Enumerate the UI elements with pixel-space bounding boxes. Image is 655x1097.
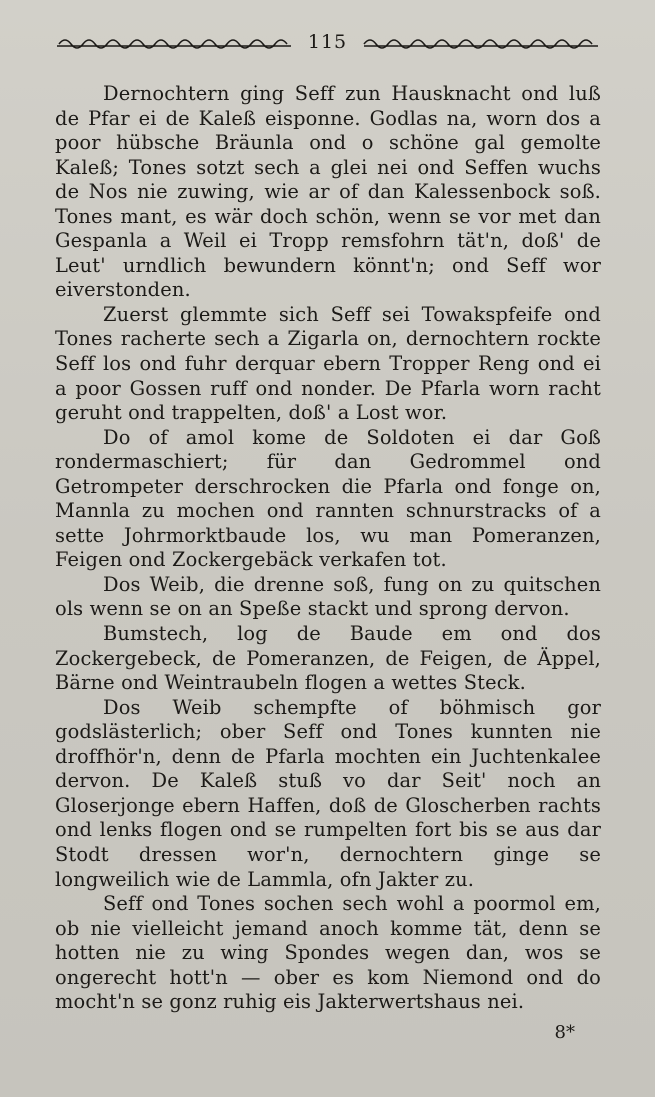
paragraph: Dernochtern ging Seff zun Hausknacht ond luß de Pfar ei de Kaleß eisponne. Godlas na, worn dos a poor hübsche Bräunla ond o schöne gal gemolte Kaleß; Tones sotzt sech a glei nei ond Seffen wuchs de Nos nie zuwing, wie ar of dan Kalessenbock soß. Tones mant, es wär doch schön, wenn se vor met dan Gespanla a Weil ei Tropp remsfohrn tät'n, doß' de Leut' urndlich bewundern könnt'n; ond Seff wor eiverstonden. [55,82,601,302]
paragraph: Dos Weib, die drenne soß, fung on zu quitschen ols wenn se on an Speße stackt und sprong dervon. [55,572,601,621]
page-body [55,82,601,1015]
paragraph: Do of amol kome de Soldoten ei dar Goß rondermaschiert; für dan Gedrommel ond Getrompeter derschrocken die Pfarla ond fonge on, Mannla zu mochen ond rannten schnurstracks of a sette Johrmorktbaude los, wu man Pomeranzen, Feigen ond Zockergebäck verkafen tot. [55,425,601,572]
signature-mark: 8* [554,1022,575,1043]
right-ornament-border-icon [360,35,600,49]
paragraph: Dos Weib schempfte of böhmisch gor godslästerlich; ober Seff ond Tones kunnten nie droffhör'n, denn de Pfarla mochten ein Juchtenkalee dervon. De Kaleß stuß vo dar Seit' noch an Gloserjonge ebern Haffen, doß de Gloscherben rachts ond lenks flogen ond se rumpelten fort bis se aus dar Stodt dressen wor'n, dernochtern ginge se longweilich wie de Lammla, ofn Jakter zu. [55,695,601,891]
running-header [55,30,600,54]
paragraph: Seff ond Tones sochen sech wohl a poormol em, ob nie vielleicht jemand anoch komme tät, denn se hotten nie zu wing Spondes wegen dan, wos se ongerecht hott'n — ober es kom Niemond ond do mocht'n se gonz ruhig eis Jakterwertshaus nei. [55,892,601,1014]
page-number: 115 [307,31,348,53]
paragraph: Bumstech, log de Baude em ond dos Zockergebeck, de Pomeranzen, de Feigen, de Äppel, Bärne ond Weintraubeln flogen a wettes Steck. [55,622,601,695]
paragraph: Zuerst glemmte sich Seff sei Towakspfeife ond Tones racherte sech a Zigarla on, dernochtern rockte Seff los ond fuhr derquar ebern Tropper Reng ond ei a poor Gossen ruff ond nonder. De Pfarla worn racht geruht ond trappelten, doß' a Lost wor. [55,302,601,425]
left-ornament-border-icon [55,35,295,49]
